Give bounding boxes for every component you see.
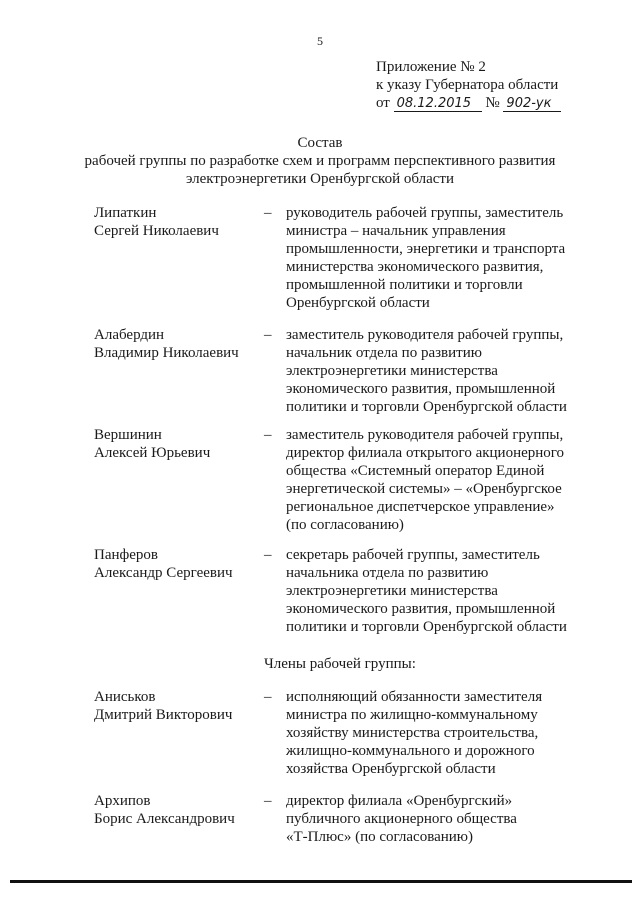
desc-line: директор филиала открытого акционерного <box>286 445 565 461</box>
surname: Липаткин <box>94 205 157 221</box>
desc-line: электроэнергетики министерства <box>286 583 498 599</box>
given-names: Александр Сергеевич <box>94 565 233 581</box>
dash: – <box>264 689 272 705</box>
number-label: № <box>485 95 500 111</box>
desc-line: политики и торговли Оренбургской области <box>286 619 567 635</box>
title-line-2: рабочей группы по разработке схем и программ перспективного развития <box>84 153 556 169</box>
document-title <box>0 134 640 188</box>
member-name <box>94 326 239 362</box>
desc-line: заместитель руководителя рабочей группы, <box>286 327 564 343</box>
member-description <box>286 426 564 534</box>
desc-line: министра по жилищно-коммунальному <box>286 707 538 723</box>
surname: Архипов <box>94 793 151 809</box>
desc-line: энергетической системы» – «Оренбургское <box>286 481 562 497</box>
desc-line: общества «Системный оператор Единой <box>286 463 545 479</box>
title-line-1: Состав <box>297 135 343 151</box>
appendix-decree: к указу Губернатора области <box>376 77 559 93</box>
desc-line: директор филиала «Оренбургский» <box>286 793 513 809</box>
member-name <box>94 688 232 724</box>
desc-line: публичного акционерного общества <box>286 811 517 827</box>
dash: – <box>264 793 272 809</box>
member-name <box>94 426 210 462</box>
surname: Алабердин <box>94 327 165 343</box>
given-names: Алексей Юрьевич <box>94 445 211 461</box>
member-description <box>286 792 517 846</box>
desc-line: заместитель руководителя рабочей группы, <box>286 427 564 443</box>
given-names: Сергей Николаевич <box>94 223 219 239</box>
given-names: Дмитрий Викторович <box>94 707 233 723</box>
title-line-3: электроэнергетики Оренбургской области <box>185 171 455 187</box>
bottom-rule <box>10 880 632 883</box>
surname: Вершинин <box>94 427 162 443</box>
desc-line: исполняющий обязанности заместителя <box>286 689 543 705</box>
member-description <box>286 688 542 778</box>
desc-line: региональное диспетчерское управление» <box>286 499 555 515</box>
desc-line: (по согласованию) <box>286 517 404 533</box>
handwritten-number: 902-ук <box>503 97 561 112</box>
dash: – <box>264 205 272 221</box>
desc-line: промышленной политики и торговли <box>286 277 523 293</box>
desc-line: жилищно-коммунального и дорожного <box>286 743 535 759</box>
desc-line: политики и торговли Оренбургской области <box>286 399 567 415</box>
member-name <box>94 792 235 828</box>
desc-line: экономического развития, промышленной <box>286 381 556 397</box>
appendix-title: Приложение № 2 <box>376 59 486 75</box>
desc-line: «Т-Плюс» (по согласованию) <box>286 829 474 845</box>
page-number: 5 <box>317 34 323 48</box>
desc-line: секретарь рабочей группы, заместитель <box>286 547 540 563</box>
desc-line: промышленности, энергетики и транспорта <box>286 241 566 257</box>
desc-line: начальника отдела по развитию <box>286 565 489 581</box>
member-description <box>286 546 567 636</box>
surname: Аниськов <box>94 689 156 705</box>
desc-line: хозяйства Оренбургской области <box>286 761 496 777</box>
members-section-label: Члены рабочей группы: <box>264 656 416 672</box>
dash: – <box>264 427 272 443</box>
desc-line: руководитель рабочей группы, заместитель <box>286 205 564 221</box>
desc-line: министра – начальник управления <box>286 223 506 239</box>
desc-line: начальник отдела по развитию <box>286 345 482 361</box>
desc-line: Оренбургской области <box>286 295 430 311</box>
appendix-date-line <box>376 94 561 112</box>
handwritten-date: 08.12.2015 <box>394 97 482 112</box>
member-description <box>286 204 565 312</box>
dash: – <box>264 327 272 343</box>
desc-line: хозяйству министерства строительства, <box>286 725 539 741</box>
surname: Панферов <box>94 547 158 563</box>
appendix-header <box>376 58 561 112</box>
desc-line: экономического развития, промышленной <box>286 601 556 617</box>
dash: – <box>264 547 272 563</box>
desc-line: электроэнергетики министерства <box>286 363 498 379</box>
from-label: от <box>376 95 390 111</box>
member-name <box>94 546 233 582</box>
given-names: Борис Александрович <box>94 811 235 827</box>
member-name <box>94 204 219 240</box>
given-names: Владимир Николаевич <box>94 345 239 361</box>
desc-line: министерства экономического развития, <box>286 259 544 275</box>
member-description <box>286 326 567 416</box>
